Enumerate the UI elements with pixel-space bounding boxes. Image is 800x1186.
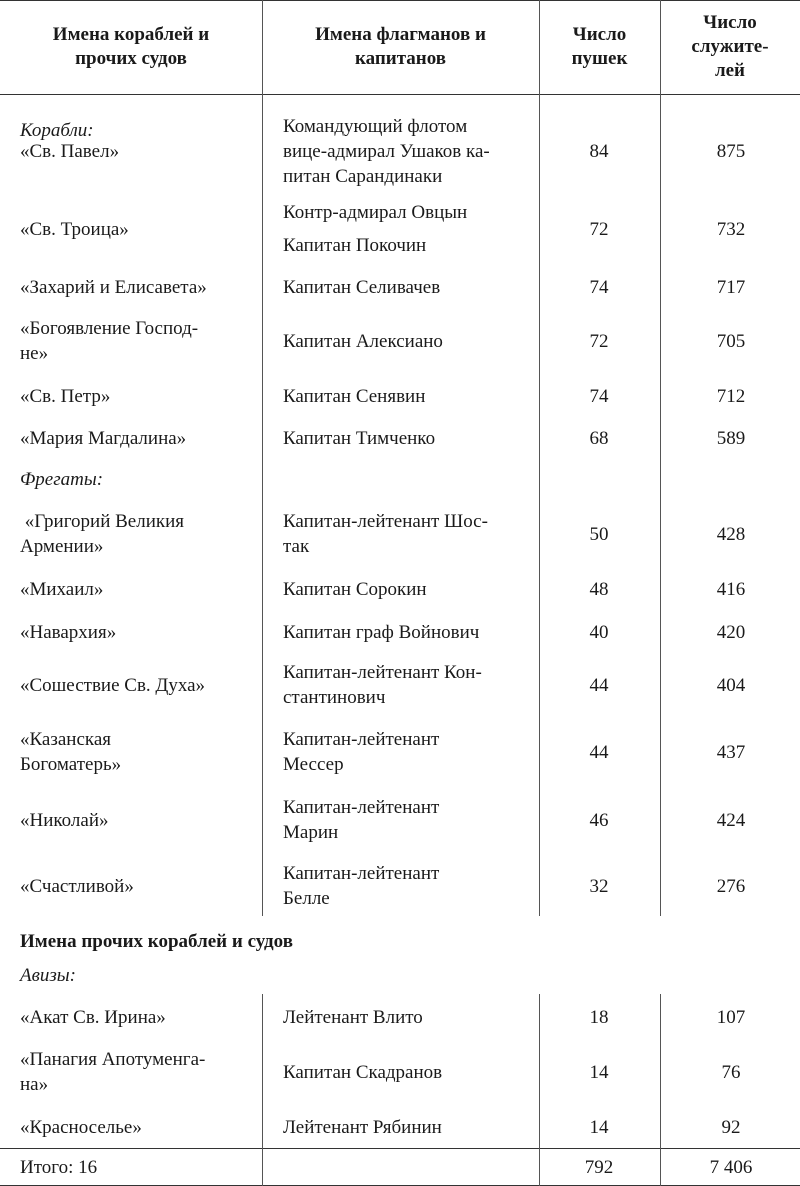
gun-count: 74 [589, 385, 609, 407]
captain-name [283, 272, 531, 302]
captain-name-line: Капитан граф Войнович [283, 621, 480, 643]
gun-count: 46 [589, 809, 609, 831]
captain-name-line: Капитан-лейтенант Кон- [283, 662, 482, 683]
captain-name [283, 1112, 531, 1142]
captain-name-line: Лейтенант Рябинин [283, 1116, 442, 1138]
crew-count: 92 [721, 1116, 741, 1138]
crew-count: 420 [716, 621, 746, 643]
table-row [0, 423, 800, 453]
gun-count: 14 [589, 1116, 609, 1138]
table-row [0, 381, 800, 411]
captain-name [283, 617, 531, 647]
ship-name [20, 198, 258, 260]
header-captain-names: Имена флагманов и капитанов [315, 24, 486, 69]
captain-name-line: питан Сарандинаки [283, 165, 443, 187]
ship-name-line: «Сошествие Св. Духа» [20, 674, 206, 696]
gun-count: 44 [589, 674, 609, 696]
gun-count: 50 [589, 523, 609, 545]
crew-count: 437 [716, 741, 746, 763]
table-row [0, 508, 800, 560]
ship-name [20, 860, 258, 912]
ship-name-line: «Панагия Апотуменга- [20, 1049, 206, 1070]
table-row [0, 794, 800, 846]
crew-count: 705 [716, 330, 746, 352]
captain-name-line: Белле [283, 888, 330, 909]
crew-count: 717 [716, 276, 746, 298]
table-row [0, 658, 800, 712]
crew-count: 416 [716, 578, 746, 600]
gun-count: 32 [589, 875, 609, 897]
ship-name [20, 726, 258, 778]
captain-name-line: Капитан-лейтенант [283, 863, 440, 884]
section-frigates-label: Фрегаты: [20, 469, 104, 490]
header-crew-count: Число служите- лей [691, 12, 769, 81]
gun-count: 14 [589, 1061, 609, 1083]
captain-name [283, 1002, 531, 1032]
ship-name [20, 315, 258, 367]
table-row [0, 198, 800, 260]
ship-name-line: «Захарий и Елисавета» [20, 276, 207, 298]
table-row [0, 1002, 800, 1032]
table-row [0, 860, 800, 912]
gun-count: 40 [589, 621, 609, 643]
captain-name-line: Марин [283, 822, 339, 843]
ship-name-line: «Мария Магдалина» [20, 427, 187, 449]
gun-count: 44 [589, 741, 609, 763]
ship-name [20, 1002, 258, 1032]
ship-name-line: не» [20, 343, 49, 364]
captain-name [283, 574, 531, 604]
captain-name [283, 381, 531, 411]
gun-count: 18 [589, 1006, 609, 1028]
captain-name-line: Капитан Алексиано [283, 330, 443, 352]
header-gun-count: Число пушек [571, 24, 628, 69]
captain-name [283, 794, 531, 846]
header-ship-names: Имена кораблей и прочих судов [52, 24, 210, 69]
ship-name [20, 1112, 258, 1142]
captain-name [283, 508, 531, 560]
ship-name-line: «Николай» [20, 809, 109, 831]
table-row [0, 617, 800, 647]
ship-name-line: Армении» [20, 536, 104, 557]
captain-name-line: Капитан Тимченко [283, 427, 436, 449]
ship-name [20, 794, 258, 846]
captain-name [283, 115, 531, 187]
captain-name-line: так [283, 536, 310, 557]
captain-name [283, 315, 531, 367]
gun-count: 72 [589, 218, 609, 240]
total-guns: 792 [584, 1157, 614, 1178]
ship-name-line: «Наваpхия» [20, 621, 117, 643]
section-avizo-label: Авизы: [20, 965, 76, 986]
section-other-heading: Имена прочих кораблей и судов [20, 931, 293, 952]
ship-name-line: «Красноселье» [20, 1116, 142, 1138]
captain-name-line: Командующий флотом [283, 115, 468, 137]
table-row [0, 574, 800, 604]
ship-name [20, 118, 258, 184]
captain-name [283, 1045, 531, 1099]
captain-name-line: Капитан Покочин [283, 235, 427, 256]
captain-name [283, 423, 531, 453]
gun-count: 68 [589, 427, 609, 449]
captain-name-line: Лейтенант Влито [283, 1006, 423, 1028]
crew-count: 428 [716, 523, 746, 545]
crew-count: 107 [716, 1006, 746, 1028]
ship-name [20, 1045, 258, 1099]
ship-name-line: «Акат Св. Ирина» [20, 1006, 166, 1028]
ship-name [20, 617, 258, 647]
crew-count: 276 [716, 875, 746, 897]
captain-name [283, 198, 531, 260]
ship-name [20, 574, 258, 604]
ship-name-line: «Св. Троица» [20, 218, 129, 240]
crew-count: 424 [716, 809, 746, 831]
ship-name-line: «Св. Петр» [20, 385, 111, 407]
gun-count: 74 [589, 276, 609, 298]
captain-name [283, 860, 531, 912]
ship-name-line: «Григорий Великия [20, 511, 185, 532]
ship-name [20, 508, 258, 560]
crew-count: 712 [716, 385, 746, 407]
table-row [0, 272, 800, 302]
table-row [0, 1112, 800, 1142]
total-top-rule [0, 1148, 800, 1149]
ship-name [20, 272, 258, 302]
section-ships-label: Корабли: [20, 120, 94, 141]
captain-name-line: Капитан-лейтенант [283, 797, 440, 818]
ship-name [20, 423, 258, 453]
captain-name-line: вице-адмирал Ушаков ка- [283, 140, 490, 162]
captain-name-line: Капитан Сорокин [283, 578, 427, 600]
captain-name-line: Капитан-лейтенант [283, 729, 440, 750]
table-row [0, 115, 800, 187]
captain-name-line: Капитан Сенявин [283, 385, 426, 407]
ship-name-line: Богоматерь» [20, 754, 122, 775]
captain-name-line: стантинович [283, 687, 386, 708]
ship-name-line: «Счастливой» [20, 875, 134, 897]
total-crew: 7 406 [709, 1157, 753, 1178]
table-row [0, 726, 800, 778]
captain-name [283, 726, 531, 778]
gun-count: 72 [589, 330, 609, 352]
captain-name-line: Мессер [283, 754, 344, 775]
table-row [0, 315, 800, 367]
crew-count: 732 [716, 218, 746, 240]
crew-count: 404 [716, 674, 746, 696]
crew-count: 76 [721, 1061, 741, 1083]
ship-name-line: на» [20, 1074, 49, 1095]
crew-count: 875 [716, 140, 746, 162]
table-row [0, 1045, 800, 1099]
ship-name-line: «Михаил» [20, 578, 104, 600]
captain-name-line: Капитан-лейтенант Шос- [283, 511, 488, 532]
ship-name [20, 381, 258, 411]
crew-count: 589 [716, 427, 746, 449]
captain-name-line: Капитан Селивачев [283, 276, 441, 298]
total-row [0, 1150, 800, 1185]
ship-name [20, 658, 258, 712]
gun-count: 48 [589, 578, 609, 600]
captain-name-line: Капитан Скадранов [283, 1061, 443, 1083]
header-bottom-rule [0, 94, 800, 95]
gun-count: 84 [589, 140, 609, 162]
total-label: Итого: 16 [20, 1157, 98, 1178]
captain-name [283, 658, 531, 712]
captain-name-line: Контр-адмирал Овцын [283, 202, 468, 223]
ship-name-line: «Казанская [20, 729, 112, 750]
ship-name-line: «Св. Павел» [20, 140, 120, 162]
ship-name-line: «Богоявление Господ- [20, 318, 199, 339]
